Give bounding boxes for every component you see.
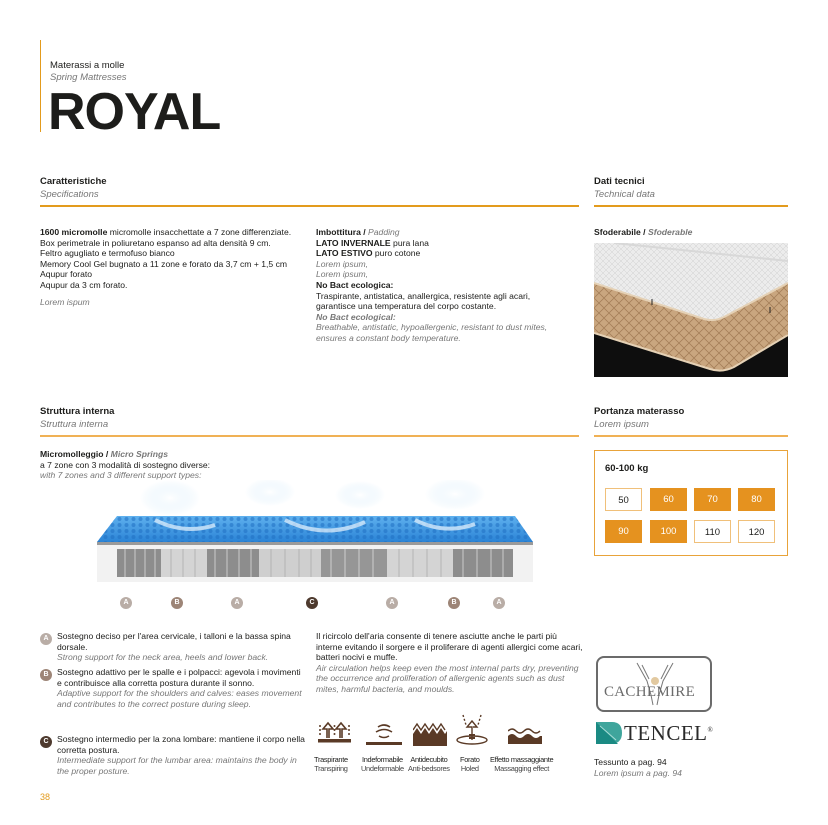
technical-heading-en: Technical data [594, 189, 655, 200]
fabric-ref-text: Tessunto a pag. 94 [594, 757, 667, 767]
legend-item-b [40, 667, 305, 709]
technical-divider [594, 205, 788, 207]
legend-text: Sostegno intermedio per la zona lombare: mantiene il corpo nella corretta postura. [57, 734, 305, 755]
padding-lorem: Lorem ipsum, [316, 258, 369, 269]
structure-heading-en: Struttura interna [40, 419, 109, 430]
structure-heading-block [40, 406, 114, 430]
technical-heading: Dati tecnici [594, 176, 645, 187]
category-label: Materassi a molle [50, 60, 125, 71]
accent-vertical-line [40, 40, 41, 132]
mattress-cross-section-image [95, 480, 535, 588]
load-cell-80: 80 [738, 488, 775, 511]
feature-label-anti-bedsores: Antidecubito Anti-bedsores [408, 755, 450, 773]
legend-item-a [40, 631, 305, 663]
load-cell-50: 50 [605, 488, 642, 511]
zones-text: a 7 zone con 3 modalità di sostegno diverse: [40, 459, 211, 470]
springs-label: Micromolleggio / [40, 449, 111, 459]
load-cell-90: 90 [605, 520, 642, 543]
zone-badge-c: C [306, 597, 318, 609]
cachemire-text: CACHEMIRE [604, 684, 696, 700]
feature-label-transpiring: Traspirante Transpiring [314, 755, 348, 773]
structure-divider [40, 435, 579, 437]
tencel-text: TENCEL® [624, 721, 714, 745]
padding-winter: LATO INVERNALE pura lana [316, 237, 429, 248]
feature-label-undeformable: Indeformabile Undeformable [361, 755, 404, 773]
air-text-en: Air circulation helps keep even the most internal parts dry, preventing the occurrence and proliferation of allergenic agents such as dust mites, harmful bacteria, and moulds. [316, 662, 579, 694]
feature-label-massaging: Effetto massaggiante Massagging effect [490, 755, 554, 773]
spec-line: Aqupur da 3 cm forato. [40, 279, 128, 290]
load-cell-110: 110 [694, 520, 731, 543]
spec-line: Box perimetrale in poliuretano espanso ad alta densità 9 cm. [40, 237, 271, 248]
nobact-title-en: No Bact ecological: [316, 311, 396, 322]
padding-lorem: Lorem ipsum, [316, 269, 369, 280]
technical-heading-block [594, 176, 655, 200]
specs-note: Lorem ispum [40, 296, 90, 307]
anti-bedsores-icon [413, 722, 447, 751]
page-title: ROYAL [48, 83, 221, 141]
removable-label-block [594, 227, 692, 238]
padding-label: Imbottitura / Padding [316, 227, 400, 237]
load-heading: Portanza materasso [594, 406, 685, 417]
load-divider [594, 435, 788, 437]
fabric-ref-text-en: Lorem ipsum a pag. 94 [594, 767, 682, 778]
removable-label: Sfoderabile / [594, 227, 648, 237]
legend-text-en: Strong support for the neck area, heels and lower back. [57, 652, 269, 663]
load-heading-en: Lorem ipsum [594, 419, 649, 430]
nobact-text-en: ensures a constant body temperature. [316, 332, 461, 343]
springs-block [40, 449, 210, 481]
specs-heading-block [40, 176, 107, 200]
category-label-en: Spring Mattresses [50, 72, 127, 83]
specs-list [40, 227, 310, 307]
padding-block [316, 227, 586, 344]
legend-text: Sostegno deciso per l'area cervicale, i talloni e la bassa spina dorsale. [57, 631, 291, 652]
air-text: Il ricircolo dell'aria consente di tenere asciutte anche le parti più interne evitando il sorgere e il proliferare di agenti allergici come acari, batteri nocivi e muffe. [316, 631, 583, 663]
legend-text: Sostegno adattivo per le spalle e i polpacci: agevola i movimenti e contribuisce alla corretta postura durante il sonno. [57, 667, 301, 688]
fabric-reference [594, 757, 682, 778]
zone-badge-b: B [448, 597, 460, 609]
legend-badge-b: B [40, 669, 52, 681]
holed-icon [455, 713, 489, 752]
legend-text-en: Intermediate support for the lumbar area: maintains the body in the proper posture. [57, 755, 297, 776]
spec-line: 1600 micromolle micromolle insacchettate a 7 zone differenziate. [40, 227, 292, 237]
zone-badge-b: B [171, 597, 183, 609]
mattress-cover-photo [594, 243, 788, 377]
load-range: 60-100 kg [605, 463, 649, 474]
load-cell-70: 70 [694, 488, 731, 511]
load-cell-60: 60 [650, 488, 687, 511]
zone-badge-a: A [120, 597, 132, 609]
specs-divider [40, 205, 579, 207]
zone-badge-a: A [231, 597, 243, 609]
leaf-icon [596, 722, 622, 744]
zones-text-en: with 7 zones and 3 different support types: [40, 470, 202, 481]
transpiring-icon [318, 720, 352, 751]
legend-text-en: Adaptive support for the shoulders and calves: eases movement and contributes to the correct posture during sleep. [57, 688, 302, 709]
specs-heading: Caratteristiche [40, 176, 107, 187]
nobact-text-en: Breathable, antistatic, hypoallergenic, resistant to dust mites, [316, 322, 548, 333]
nobact-text: garantisce una temperatura del corpo costante. [316, 301, 497, 312]
zone-badge-a: A [386, 597, 398, 609]
zone-badge-a: A [493, 597, 505, 609]
legend-item-c [40, 734, 305, 776]
load-heading-block [594, 406, 684, 430]
cachemire-logo [596, 656, 712, 712]
feature-label-holed: Forato Holed [460, 755, 480, 773]
springs-label-en: Micro Springs [110, 449, 168, 459]
air-circulation-block [316, 631, 584, 695]
undeformable-icon [366, 722, 402, 751]
spec-line: Aqupur forato [40, 269, 93, 280]
removable-label-en: Sfoderable [647, 227, 693, 237]
load-cell-120: 120 [738, 520, 775, 543]
nobact-text: Traspirante, antistatica, anallergica, resistente agli acari, [316, 290, 531, 301]
padding-summer: LATO ESTIVO puro cotone [316, 248, 421, 259]
spec-line: Feltro agugliato e termofuso bianco [40, 248, 175, 259]
specs-heading-en: Specifications [40, 189, 99, 200]
structure-heading: Struttura interna [40, 406, 115, 417]
legend-badge-a: A [40, 633, 52, 645]
massaging-icon [508, 726, 542, 751]
legend-badge-c: C [40, 736, 52, 748]
spec-line: Memory Cool Gel bugnato a 11 zone e forato da 3,7 cm + 1,5 cm [40, 258, 288, 269]
nobact-title: No Bact ecologica: [316, 279, 394, 290]
load-cell-100: 100 [650, 520, 687, 543]
page-number: 38 [40, 792, 51, 802]
